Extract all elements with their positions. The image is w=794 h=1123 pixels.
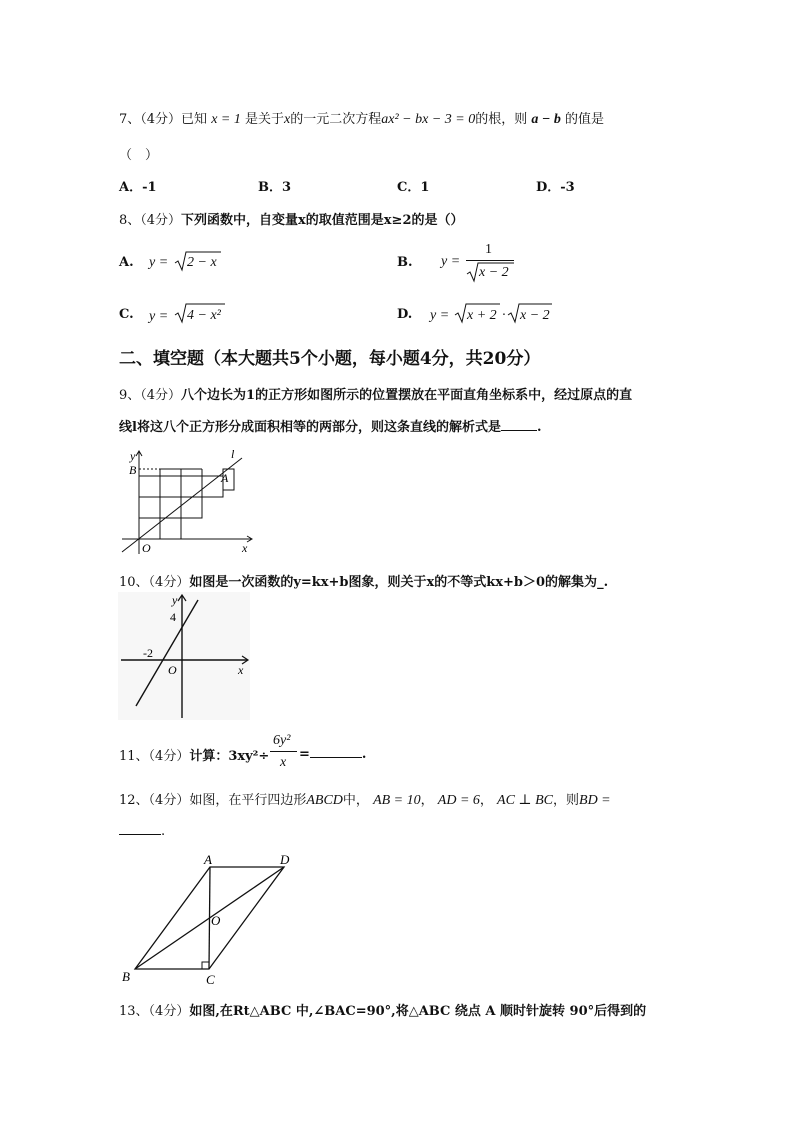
q13-stem xyxy=(119,1000,646,1019)
q11-number: 11、（4分） xyxy=(119,749,190,764)
q9-text-1: 八个边长为1的正方形如图所示的位置摆放在平面直角坐标系中，经过原点的直 xyxy=(181,388,633,403)
q8-option-d-lhs: y = xyxy=(430,308,450,323)
q8-option-d-radicand-2: x − 2 xyxy=(520,308,550,323)
q10-end: _. xyxy=(597,575,609,590)
q11-equals: = xyxy=(299,747,310,762)
q11-answer xyxy=(299,745,366,762)
q9-label-y: y xyxy=(130,449,136,463)
q7-math-1: x = 1 xyxy=(211,112,241,127)
q11-frac-bar xyxy=(270,751,297,752)
q9-answer-blank[interactable] xyxy=(501,418,537,431)
q12-answer-blank[interactable] xyxy=(119,822,161,835)
q12-label-b: B xyxy=(122,969,130,984)
q7-text-2: 是关于 xyxy=(245,112,285,127)
q11-frac-numerator: 6y² xyxy=(273,733,291,748)
q9-end: . xyxy=(536,420,542,435)
q12-text-2: 中， xyxy=(342,793,369,808)
q10-number: 10、（4分） xyxy=(119,575,190,590)
q12-text-4: ， xyxy=(479,793,493,808)
q9-line-2 xyxy=(119,416,541,435)
q7-text-1: 已知 xyxy=(181,112,208,127)
q7-equation: ax² − bx − 3 = 0 xyxy=(381,112,476,127)
q10-label-4: 4 xyxy=(170,610,176,624)
q7-answer-paren: （ ） xyxy=(119,148,159,163)
q7-option-a[interactable]: A．-1 xyxy=(119,180,157,195)
q7-math-2: x xyxy=(284,112,291,127)
q12-text-5: ，则 xyxy=(553,793,580,808)
q7-text-5: 的值是 xyxy=(565,112,605,127)
q12-number: 12、（4分） xyxy=(119,793,190,808)
q9-label-a: A xyxy=(221,471,229,485)
q8-option-b-numerator: 1 xyxy=(485,242,492,257)
q12-label-c: C xyxy=(206,972,215,987)
q7-option-b[interactable]: B．3 xyxy=(258,180,292,195)
q7-stem xyxy=(119,108,604,128)
q9-label-o: O xyxy=(142,541,151,555)
q12-text-1: 如图，在平行四边形 xyxy=(189,793,307,808)
q13-number: 13、（4分） xyxy=(119,1004,190,1019)
q8-option-b-lhs: y = xyxy=(441,254,461,269)
q7-option-c[interactable]: C．1 xyxy=(397,180,430,195)
q7-option-d[interactable]: D．-3 xyxy=(536,180,575,195)
q10-figure-background xyxy=(118,592,250,720)
q8-number: 8、（4分） xyxy=(119,213,182,228)
q9-squares xyxy=(139,476,223,539)
q9-line-1 xyxy=(119,384,632,403)
q9-label-l: l xyxy=(231,447,235,461)
q11-answer-blank[interactable] xyxy=(310,745,362,758)
q10-label-o: O xyxy=(168,663,177,677)
q8-option-d-radicand-1: x + 2 xyxy=(467,308,497,323)
q12-figure xyxy=(118,850,298,990)
q12-right-angle-mark xyxy=(202,962,209,969)
q7-text-4: 的根，则 xyxy=(475,112,528,127)
q12-answer-line xyxy=(119,822,165,839)
q11-text-1: 计算：3xy²÷ xyxy=(189,749,270,764)
q10-label-y: y xyxy=(172,593,178,607)
q9-figure xyxy=(118,446,258,558)
q7-text-3: 的一元二次方程 xyxy=(290,112,382,127)
q9-label-b: B xyxy=(129,463,137,477)
q10-text: 如图是一次函数的y=kx+b图象，则关于x的不等式kx+b＞0的解集为 xyxy=(189,575,598,590)
q12-math-5: BD = xyxy=(579,793,611,808)
q8-stem xyxy=(119,209,464,228)
q8-option-c-radicand: 4 − x² xyxy=(187,308,221,323)
q12-label-a: A xyxy=(204,852,212,867)
q9-number: 9、（4分） xyxy=(119,388,182,403)
q8-option-a-label[interactable]: A. xyxy=(119,255,134,270)
q12-end: . xyxy=(161,824,166,839)
q8-option-a-lhs: y = xyxy=(149,255,169,270)
q8-option-c-lhs: y = xyxy=(149,309,169,324)
q8-option-c-label[interactable]: C. xyxy=(119,307,134,322)
q10-label-neg2: -2 xyxy=(143,646,153,660)
q7-number: 7、（4分） xyxy=(119,112,182,127)
q11-frac-denominator: x xyxy=(280,755,287,770)
q8-option-b-label[interactable]: B. xyxy=(397,255,413,270)
q11-stem xyxy=(119,745,269,764)
q8-option-d-label[interactable]: D. xyxy=(397,307,413,322)
q12-label-o: O xyxy=(211,913,221,928)
section-2-title: 二、填空题（本大题共5个小题，每小题4分，共20分） xyxy=(119,349,541,369)
q12-text-3: ， xyxy=(420,793,434,808)
q13-text: 如图,在Rt△ABC 中,∠BAC=90°,将△ABC 绕点 A 顺时针旋转 90°后得到的 xyxy=(189,1004,647,1019)
q9-top-squares xyxy=(160,469,181,476)
q10-figure xyxy=(118,592,250,720)
q12-math-2: AB = 10 xyxy=(373,793,421,808)
q9-label-x: x xyxy=(242,541,248,555)
q10-label-x: x xyxy=(238,663,244,677)
q8-option-b-radicand: x − 2 xyxy=(479,265,509,280)
q7-math-4: a − b xyxy=(531,112,561,127)
q10-stem xyxy=(119,571,608,590)
q12-math-4: AC ⊥ BC xyxy=(497,793,553,808)
q8-text: 下列函数中，自变量x的取值范围是x≥2的是（） xyxy=(181,213,464,228)
q11-end: . xyxy=(361,747,367,762)
q12-math-3: AD = 6 xyxy=(437,793,480,808)
q9-text-2: 线l将这八个正方形分成面积相等的两部分，则这条直线的解析式是 xyxy=(119,420,501,435)
q12-math-1: ABCD xyxy=(306,793,343,808)
q8-option-a-radicand: 2 − x xyxy=(187,255,217,270)
q8-option-d-dot: · xyxy=(502,308,506,323)
q12-label-d: D xyxy=(280,852,290,867)
q12-stem xyxy=(119,789,611,809)
